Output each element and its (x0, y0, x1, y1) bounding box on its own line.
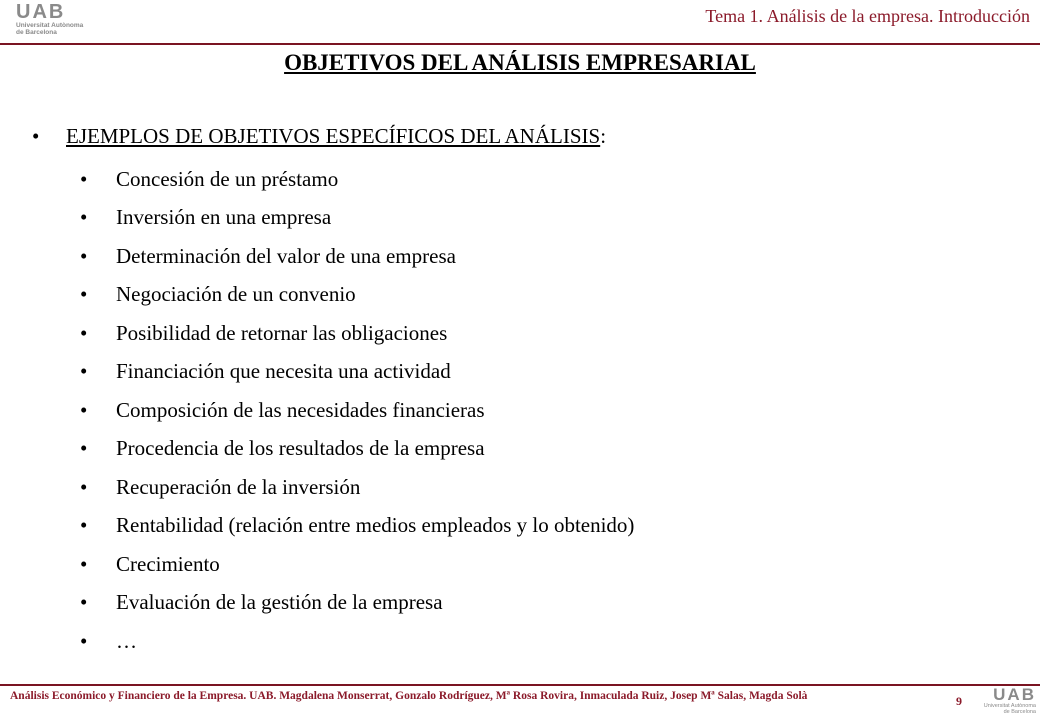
list-item (80, 391, 634, 430)
bullet-dot: • (80, 436, 88, 461)
list-item (80, 430, 634, 469)
list-item-text: Financiación que necesita una actividad (116, 359, 451, 384)
bullet-dot: • (80, 166, 88, 191)
list-item (80, 468, 634, 507)
list-item-text: Determinación del valor de una empresa (116, 243, 456, 268)
uab-logo-top (16, 2, 86, 36)
bullet-dot: • (80, 320, 88, 345)
bullet-dot: • (80, 205, 88, 230)
bottom-divider (0, 684, 1040, 686)
list-item (80, 545, 634, 584)
main-bullet (32, 124, 606, 149)
logo-line1: Universitat Autònoma (983, 703, 1036, 709)
list-item (80, 622, 634, 661)
main-bullet-text: EJEMPLOS DE OBJETIVOS ESPECÍFICOS DEL ANÁLISIS (66, 124, 601, 148)
slide-title: OBJETIVOS DEL ANÁLISIS EMPRESARIAL (284, 50, 756, 75)
uab-logo-bottom (980, 686, 1036, 718)
page-number: 9 (956, 694, 962, 708)
bullet-dot: • (32, 124, 40, 148)
list-item (80, 237, 634, 276)
list-item (80, 353, 634, 392)
list-item (80, 584, 634, 623)
list-item (80, 160, 634, 199)
list-item-text: Rentabilidad (relación entre medios empleados y lo obtenido) (116, 513, 635, 538)
bullet-dot: • (80, 282, 88, 307)
bullet-dot: • (80, 590, 88, 615)
bullet-dot: • (80, 628, 88, 653)
list-item (80, 314, 634, 353)
bullet-dot: • (80, 397, 88, 422)
list-item (80, 276, 634, 315)
list-item-text: Procedencia de los resultados de la empresa (116, 436, 485, 461)
list-item-text: Recuperación de la inversión (116, 474, 361, 499)
logo-line2: de Barcelona (1003, 709, 1036, 715)
bullet-dot: • (80, 513, 88, 538)
footer-credits: Análisis Económico y Financiero de la Empresa. UAB. Magdalena Monserrat, Gonzalo Rodríguez, Mª Rosa Rovira, Inmaculada Ruiz, Josep Mª Salas, Magda Solà (10, 690, 808, 702)
list-item-text: Composición de las necesidades financieras (116, 397, 485, 422)
list-item-text: Evaluación de la gestión de la empresa (116, 590, 443, 615)
list-item-text: Crecimiento (116, 551, 220, 576)
logo-mark: UAB (993, 685, 1036, 704)
bullet-dot: • (80, 551, 88, 576)
bullet-dot: • (80, 243, 88, 268)
bullet-dot: • (80, 359, 88, 384)
list-item-text: Negociación de un convenio (116, 282, 356, 307)
main-bullet-suffix: : (600, 124, 607, 148)
top-divider (0, 43, 1040, 45)
header-title: Tema 1. Análisis de la empresa. Introducción (705, 6, 1030, 26)
list-item (80, 199, 634, 238)
objectives-list (80, 160, 634, 661)
list-item-text: Inversión en una empresa (116, 205, 332, 230)
list-item (80, 507, 634, 546)
bullet-dot: • (80, 474, 88, 499)
list-item-text: Posibilidad de retornar las obligaciones (116, 320, 448, 345)
list-item-text: … (116, 628, 137, 653)
logo-line2: de Barcelona (16, 29, 57, 36)
list-item-text: Concesión de un préstamo (116, 166, 339, 191)
logo-line1: Universitat Autònoma (16, 22, 84, 29)
logo-mark: UAB (16, 1, 66, 23)
